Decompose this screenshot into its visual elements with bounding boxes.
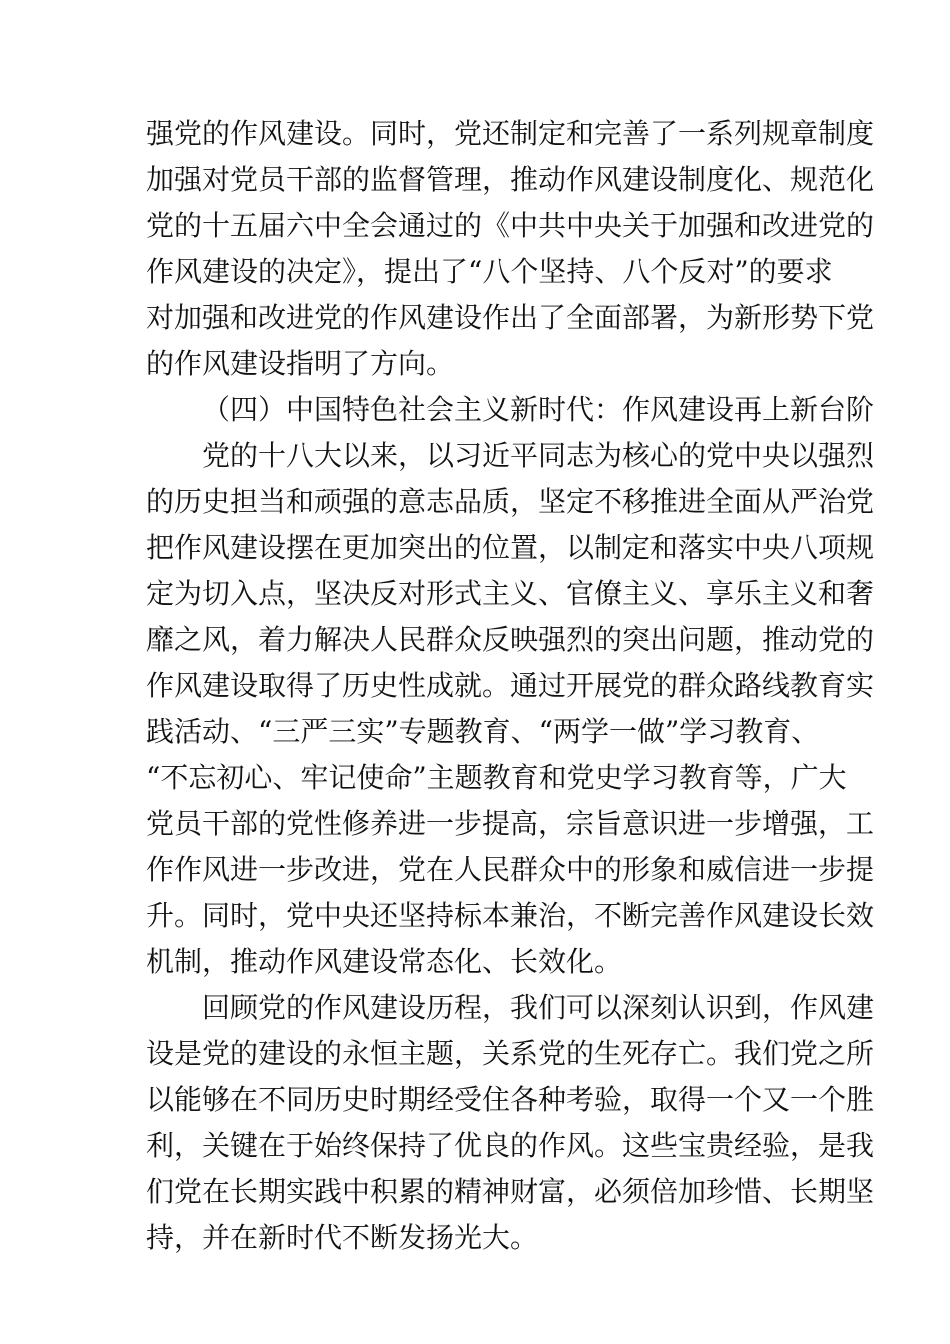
text-line: 作风建设取得了历史性成就。通过开展党的群众路线教育实 [146,669,875,702]
text-line: 的作风建设指明了方向。 [146,347,455,380]
text-line: 对加强和改进党的作风建设作出了全面部署，为新形势下党 [146,301,875,334]
text-line: 党的十八大以来，以习近平同志为核心的党中央以强烈 [202,439,875,472]
text-line: 的历史担当和顽强的意志品质，坚定不移推进全面从严治党 [146,485,875,518]
section-heading: （四）中国特色社会主义新时代：作风建设再上新台阶 [202,393,875,426]
text-line: 定为切入点，坚决反对形式主义、官僚主义、享乐主义和奢 [146,577,875,610]
text-line: 党的十五届六中全会通过的《中共中央关于加强和改进党的 [146,209,875,242]
text-line: 以能够在不同历史时期经受住各种考验，取得一个又一个胜 [146,1083,875,1116]
text-line: 利，关键在于始终保持了优良的作风。这些宝贵经验，是我 [146,1129,875,1162]
text-line: 回顾党的作风建设历程，我们可以深刻认识到，作风建 [202,991,875,1024]
text-line: 靡之风，着力解决人民群众反映强烈的突出问题，推动党的 [146,623,875,656]
text-line: “不忘初心、牢记使命”主题教育和党史学习教育等，广大 [146,761,847,794]
text-line: 党员干部的党性修养进一步提高，宗旨意识进一步增强，工 [146,807,875,840]
text-line: 设是党的建设的永恒主题，关系党的生死存亡。我们党之所 [146,1037,875,1070]
text-line: 机制，推动作风建设常态化、长效化。 [146,945,623,978]
text-line: 升。同时，党中央还坚持标本兼治，不断完善作风建设长效 [146,899,875,932]
text-line: 践活动、“三严三实”专题教育、“两学一做”学习教育、 [146,715,820,748]
text-line: 强党的作风建设。同时，党还制定和完善了一系列规章制度 [146,117,875,150]
text-line: 作风建设的决定》，提出了“八个坚持、八个反对”的要求 [146,255,833,288]
text-line: 加强对党员干部的监督管理，推动作风建设制度化、规范化 [146,163,875,196]
text-line: 们党在长期实践中积累的精神财富，必须倍加珍惜、长期坚 [146,1175,875,1208]
text-line: 持，并在新时代不断发扬光大。 [146,1221,539,1254]
text-line: 作作风进一步改进，党在人民群众中的形象和威信进一步提 [146,853,875,886]
text-line: 把作风建设摆在更加突出的位置，以制定和落实中央八项规 [146,531,875,564]
